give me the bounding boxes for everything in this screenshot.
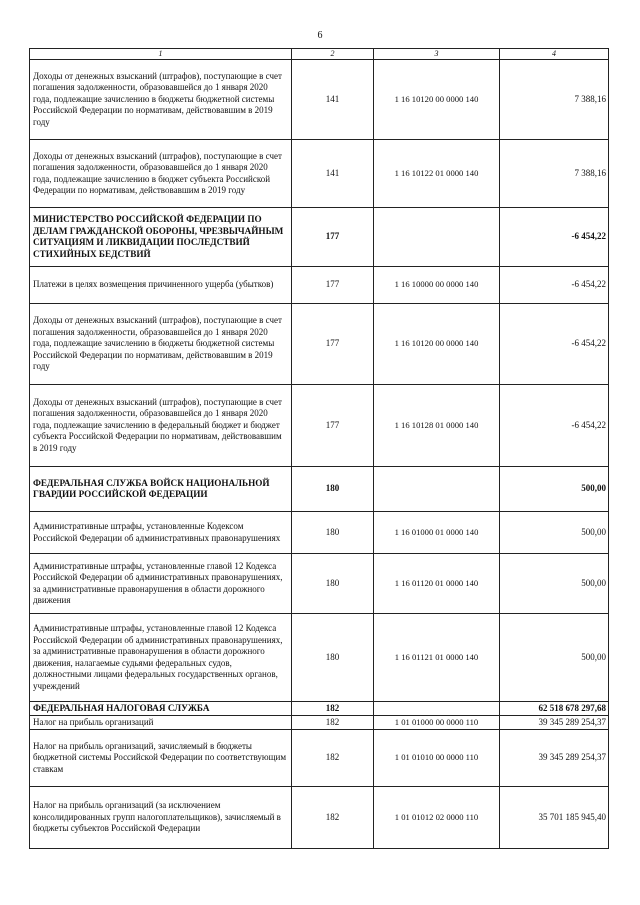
section-title: МИНИСТЕРСТВО РОССИЙСКОЙ ФЕДЕРАЦИИ ПО ДЕЛАМ ГРАЖДАНСКОЙ ОБОРОНЫ, ЧРЕЗВЫЧАЙНЫМ СИТУАЦИЯМ И ЛИКВИДАЦИИ ПОСЛЕДСТВИЙ СТИХИЙНЫХ БЕДСТВИЙ [30,208,292,267]
revenue-table [29,48,609,849]
column-header-row [30,49,609,60]
row-sum: 7 388,16 [500,140,609,208]
row-sum: 500,00 [500,467,609,512]
row-sum: 500,00 [500,512,609,554]
row-kbk-code [374,702,500,716]
row-kbk-code: 1 01 01012 02 0000 110 [374,787,500,849]
row-admin-code: 177 [292,267,374,304]
row-admin-code: 182 [292,716,374,730]
column-header: 1 [30,49,292,60]
row-admin-code: 180 [292,554,374,614]
table-row [30,512,609,554]
row-name: Доходы от денежных взысканий (штрафов), поступающие в счет погашения задолженности, образовавшейся до 1 января 2020 года, подлежащие зачислению в бюджеты бюджетной системы Российской Федерации по нормативам, действовавшим в 2019 году [30,60,292,140]
row-admin-code: 180 [292,614,374,702]
table-row [30,730,609,787]
row-kbk-code: 1 16 10120 00 0000 140 [374,60,500,140]
table-row [30,716,609,730]
row-kbk-code: 1 16 10122 01 0000 140 [374,140,500,208]
table-row [30,267,609,304]
section-title: ФЕДЕРАЛЬНАЯ СЛУЖБА ВОЙСК НАЦИОНАЛЬНОЙ ГВАРДИИ РОССИЙСКОЙ ФЕДЕРАЦИИ [30,467,292,512]
column-header: 2 [292,49,374,60]
section-title: ФЕДЕРАЛЬНАЯ НАЛОГОВАЯ СЛУЖБА [30,702,292,716]
table-row [30,614,609,702]
row-sum: 500,00 [500,614,609,702]
row-admin-code: 177 [292,208,374,267]
row-admin-code: 141 [292,60,374,140]
row-name: Налог на прибыль организаций (за исключением консолидированных групп налогоплательщиков), зачисляемый в бюджеты субъектов Российской Федерации [30,787,292,849]
table-row [30,787,609,849]
row-admin-code: 182 [292,702,374,716]
row-admin-code: 141 [292,140,374,208]
table-row [30,140,609,208]
row-admin-code: 180 [292,512,374,554]
row-sum: -6 454,22 [500,304,609,385]
page-number: 6 [317,30,323,41]
row-sum: 35 701 185 945,40 [500,787,609,849]
row-sum: -6 454,22 [500,385,609,467]
row-admin-code: 180 [292,467,374,512]
row-admin-code: 182 [292,787,374,849]
table-row [30,385,609,467]
table-row [30,304,609,385]
row-kbk-code [374,467,500,512]
row-name: Доходы от денежных взысканий (штрафов), поступающие в счет погашения задолженности, образовавшейся до 1 января 2020 года, подлежащие зачислению в федеральный бюджет и бюджет субъекта Российской Федерации по нормативам, действовавшим в 2019 году [30,385,292,467]
row-sum: 39 345 289 254,37 [500,730,609,787]
row-name: Административные штрафы, установленные главой 12 Кодекса Российской Федерации об административных правонарушениях, за административные правонарушения в области дорожного движения, налагаемые судьями федеральных судов, должностными лицами федеральных государственных органов, учреждений [30,614,292,702]
row-name: Платежи в целях возмещения причиненного ущерба (убытков) [30,267,292,304]
row-kbk-code [374,208,500,267]
row-kbk-code: 1 16 01120 01 0000 140 [374,554,500,614]
row-admin-code: 177 [292,385,374,467]
row-name: Налог на прибыль организаций, зачисляемый в бюджеты бюджетной системы Российской Федерации по соответствующим ставкам [30,730,292,787]
row-kbk-code: 1 01 01000 00 0000 110 [374,716,500,730]
row-sum: -6 454,22 [500,267,609,304]
row-name: Доходы от денежных взысканий (штрафов), поступающие в счет погашения задолженности, образовавшейся до 1 января 2020 года, подлежащие зачислению в бюджет субъекта Российской Федерации по нормативам, действовавшим в 2019 году [30,140,292,208]
row-name: Административные штрафы, установленные главой 12 Кодекса Российской Федерации об административных правонарушениях, за административные правонарушения в области дорожного движения [30,554,292,614]
row-sum: 7 388,16 [500,60,609,140]
row-kbk-code: 1 16 10128 01 0000 140 [374,385,500,467]
table-row [30,554,609,614]
table-row-section [30,702,609,716]
row-admin-code: 177 [292,304,374,385]
column-header: 4 [500,49,609,60]
row-name: Налог на прибыль организаций [30,716,292,730]
table-row-section [30,208,609,267]
row-kbk-code: 1 16 01121 01 0000 140 [374,614,500,702]
column-header: 3 [374,49,500,60]
row-sum: 62 518 678 297,68 [500,702,609,716]
row-kbk-code: 1 01 01010 00 0000 110 [374,730,500,787]
row-sum: 39 345 289 254,37 [500,716,609,730]
row-kbk-code: 1 16 01000 01 0000 140 [374,512,500,554]
table-row [30,60,609,140]
row-kbk-code: 1 16 10000 00 0000 140 [374,267,500,304]
row-kbk-code: 1 16 10120 00 0000 140 [374,304,500,385]
row-admin-code: 182 [292,730,374,787]
row-sum: 500,00 [500,554,609,614]
table-row-section [30,467,609,512]
row-name: Административные штрафы, установленные Кодексом Российской Федерации об административных правонарушениях [30,512,292,554]
row-name: Доходы от денежных взысканий (штрафов), поступающие в счет погашения задолженности, образовавшейся до 1 января 2020 года, подлежащие зачислению в бюджеты бюджетной системы Российской Федерации по нормативам, действовавшим в 2019 году [30,304,292,385]
row-sum: -6 454,22 [500,208,609,267]
